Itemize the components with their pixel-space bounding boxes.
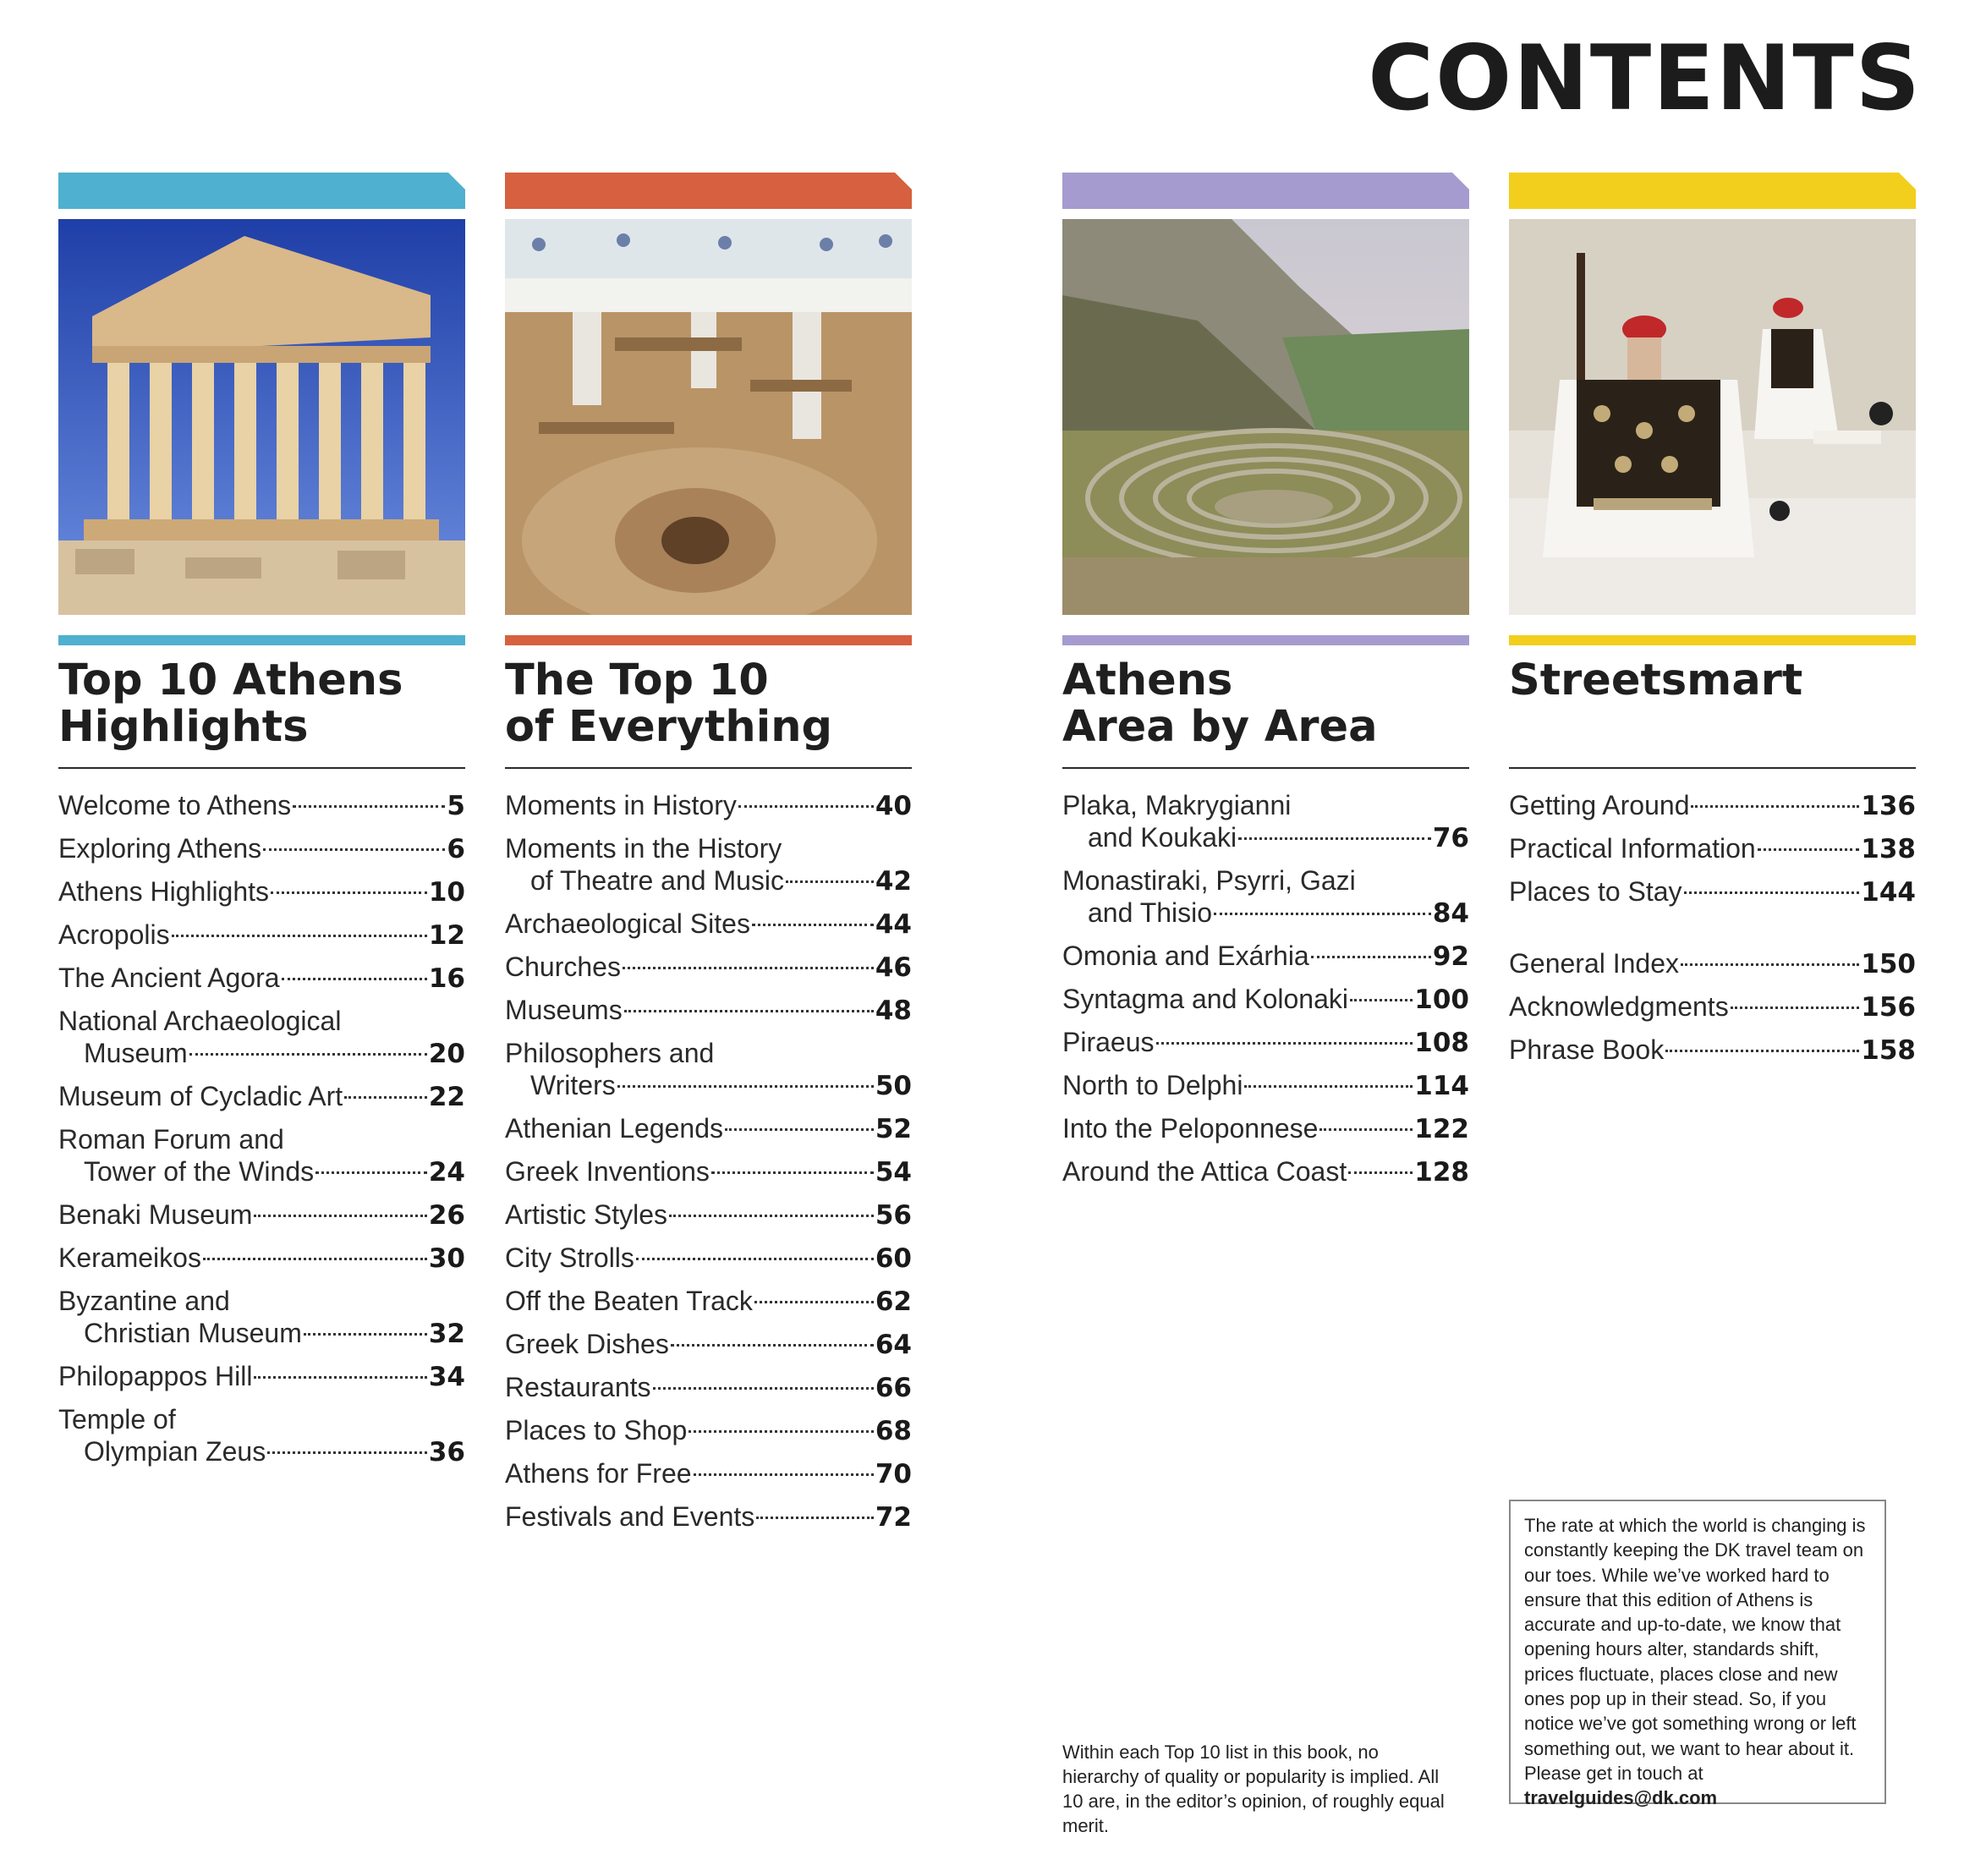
section-divider xyxy=(58,767,465,769)
toc-page-number: 42 xyxy=(875,866,912,897)
toc-entry-label: City Strolls xyxy=(505,1242,634,1273)
dot-leader xyxy=(293,805,445,808)
dot-leader xyxy=(786,880,874,883)
toc-page-number: 158 xyxy=(1861,1035,1916,1066)
toc-entry-label: Churches xyxy=(505,952,621,982)
section-color-tab xyxy=(1062,173,1469,209)
toc-entry-label: Getting Around xyxy=(1509,790,1690,820)
toc-page-number: 20 xyxy=(428,1039,465,1069)
toc-entry[interactable] xyxy=(505,832,912,897)
toc-entry-label: Olympian Zeus xyxy=(84,1436,266,1467)
toc-page-number: 22 xyxy=(428,1082,465,1112)
toc-entry[interactable] xyxy=(1509,947,1916,980)
toc-page-number: 150 xyxy=(1861,949,1916,979)
dot-leader xyxy=(669,1215,874,1217)
toc-page-number: 62 xyxy=(875,1286,912,1317)
toc-page-number: 68 xyxy=(875,1416,912,1446)
toc-entry-label: Athens Highlights xyxy=(58,876,270,907)
dot-leader xyxy=(315,1171,427,1174)
toc-entry-label: Christian Museum xyxy=(84,1318,302,1348)
toc-entry-label: Off the Beaten Track xyxy=(505,1286,753,1316)
dot-leader xyxy=(1214,913,1431,915)
toc-entry[interactable] xyxy=(58,1403,465,1468)
dot-leader xyxy=(344,1096,427,1099)
toc-page-number: 32 xyxy=(428,1319,465,1349)
toc-list xyxy=(58,789,465,1468)
museum-excavation-photo xyxy=(505,219,912,615)
dot-leader xyxy=(624,1010,874,1012)
toc-entry[interactable] xyxy=(58,1005,465,1070)
toc-entry-label: Archaeological Sites xyxy=(505,908,750,939)
parthenon-photo xyxy=(58,219,465,615)
toc-entry-label: Welcome to Athens xyxy=(58,790,292,820)
evzones-guards-photo xyxy=(1509,219,1916,615)
toc-entry-label: Places to Stay xyxy=(1509,876,1682,907)
toc-entry-label: Temple of xyxy=(58,1404,176,1434)
dot-leader xyxy=(1758,848,1860,851)
toc-page-number: 48 xyxy=(875,996,912,1026)
section-rule xyxy=(1509,635,1916,645)
toc-entry[interactable] xyxy=(1062,983,1469,1016)
toc-entry[interactable] xyxy=(505,1037,912,1102)
toc-entry[interactable] xyxy=(58,1360,465,1393)
toc-list xyxy=(505,789,912,1533)
toc-entry[interactable] xyxy=(505,789,912,822)
dot-leader xyxy=(267,1451,427,1454)
toc-entry-label: Phrase Book xyxy=(1509,1034,1665,1065)
toc-entry[interactable] xyxy=(505,908,912,941)
toc-page-number: 60 xyxy=(875,1243,912,1274)
dot-leader xyxy=(725,1128,874,1131)
toc-entry[interactable] xyxy=(1062,940,1469,973)
top10-hierarchy-note: Within each Top 10 list in this book, no hierarchy of quality or popularity is implied. All 10 are, in the editor’s opinion, of roughly equal merit. xyxy=(1062,1742,1445,1836)
toc-page-number: 10 xyxy=(428,877,465,908)
toc-entry[interactable] xyxy=(1062,1069,1469,1102)
dot-leader xyxy=(688,1430,874,1433)
toc-entry-label: Omonia and Exárhia xyxy=(1062,941,1309,971)
dot-leader xyxy=(1350,999,1413,1001)
toc-page-number: 12 xyxy=(428,920,465,951)
toc-page-number: 144 xyxy=(1861,877,1916,908)
section-color-tab xyxy=(1509,173,1916,209)
toc-entry[interactable] xyxy=(505,1414,912,1447)
toc-page-number: 30 xyxy=(428,1243,465,1274)
toc-entry-label: General Index xyxy=(1509,948,1680,979)
toc-entry[interactable] xyxy=(505,1112,912,1145)
toc-page-number: 16 xyxy=(428,963,465,994)
dot-leader xyxy=(1665,1050,1859,1052)
dot-leader xyxy=(263,848,445,851)
dot-leader xyxy=(694,1473,874,1476)
toc-entry[interactable] xyxy=(505,1457,912,1490)
toc-entry-label: Syntagma and Kolonaki xyxy=(1062,984,1348,1014)
toc-entry[interactable] xyxy=(1062,1026,1469,1059)
dot-leader xyxy=(1156,1042,1413,1045)
dot-leader xyxy=(1731,1007,1860,1009)
toc-page-number: 72 xyxy=(875,1502,912,1533)
dot-leader xyxy=(1238,837,1431,840)
toc-entry-label: The Ancient Agora xyxy=(58,963,280,993)
toc-page-number: 108 xyxy=(1414,1028,1469,1058)
toc-entry[interactable] xyxy=(58,1242,465,1275)
toc-entry-label: Tower of the Winds xyxy=(84,1156,315,1187)
toc-page-number: 66 xyxy=(875,1373,912,1403)
section-top10-highlights xyxy=(58,173,465,1478)
toc-page-number: 122 xyxy=(1414,1114,1469,1144)
dot-leader xyxy=(304,1333,427,1336)
toc-entry[interactable] xyxy=(58,875,465,908)
toc-entry[interactable] xyxy=(1509,875,1916,908)
toc-entry-label: Benaki Museum xyxy=(58,1199,253,1230)
dot-leader xyxy=(254,1376,426,1379)
section-streetsmart xyxy=(1509,173,1916,1077)
toc-list xyxy=(1509,789,1916,1067)
toc-entry[interactable] xyxy=(58,919,465,952)
toc-page-number: 76 xyxy=(1432,823,1469,853)
toc-page-number: 92 xyxy=(1432,941,1469,972)
dot-leader xyxy=(756,1517,874,1519)
toc-page-number: 40 xyxy=(875,791,912,821)
toc-entry[interactable] xyxy=(58,1199,465,1231)
section-rule xyxy=(1062,635,1469,645)
section-rule xyxy=(58,635,465,645)
dot-leader xyxy=(172,935,427,937)
toc-entry[interactable] xyxy=(58,1123,465,1188)
toc-entry[interactable] xyxy=(505,1242,912,1275)
dot-leader xyxy=(1684,891,1860,894)
toc-entry[interactable] xyxy=(1062,1112,1469,1145)
toc-entry-label: Byzantine and xyxy=(58,1286,230,1316)
feedback-notice-text: The rate at which the world is changing is constantly keeping the DK travel team on our toes. While we’ve worked hard to ensure that this edition of Athens is accurate and up-to-date, we know that opening hours alter, standards shift, prices fluctuate, places close and new ones pop up in their stead. So, if you notice we’ve got something wrong or left something out, we want to hear about it. Please get in touch at travelguides@dk.com xyxy=(1524,1515,1866,1809)
toc-page-number: 26 xyxy=(428,1200,465,1231)
toc-entry-label: Acknowledgments xyxy=(1509,991,1729,1022)
dot-leader xyxy=(752,924,874,926)
toc-entry[interactable] xyxy=(505,1328,912,1361)
dot-leader xyxy=(203,1258,427,1260)
dot-leader xyxy=(189,1053,427,1056)
dot-leader xyxy=(282,978,427,980)
toc-entry[interactable] xyxy=(1509,1034,1916,1067)
page-title: CONTENTS xyxy=(1368,26,1922,130)
section-color-tab xyxy=(505,173,912,209)
toc-entry-label: Plaka, Makrygianni xyxy=(1062,790,1292,820)
dot-leader xyxy=(271,891,427,894)
toc-entry[interactable] xyxy=(505,1285,912,1318)
dot-leader xyxy=(1311,956,1431,958)
dot-leader xyxy=(636,1258,874,1260)
toc-entry-label: Museum xyxy=(84,1038,188,1068)
feedback-notice-box xyxy=(1509,1500,1886,1809)
dot-leader xyxy=(711,1171,874,1174)
toc-page-number: 54 xyxy=(875,1157,912,1188)
section-color-tab xyxy=(58,173,465,209)
toc-entry-label: and Koukaki xyxy=(1088,822,1237,853)
toc-entry-label: Athenian Legends xyxy=(505,1113,723,1144)
toc-entry-label: National Archaeological xyxy=(58,1006,342,1036)
toc-entry[interactable] xyxy=(58,1285,465,1350)
toc-page-number: 5 xyxy=(447,791,465,821)
toc-page-number: 114 xyxy=(1414,1071,1469,1101)
toc-entry[interactable] xyxy=(58,832,465,865)
toc-page-number: 50 xyxy=(875,1071,912,1101)
section-title: Athens Area by Area xyxy=(1062,656,1378,752)
toc-page-number: 36 xyxy=(428,1437,465,1467)
toc-entry[interactable] xyxy=(1509,990,1916,1023)
dot-leader xyxy=(254,1215,426,1217)
section-title: Streetsmart xyxy=(1509,656,1803,705)
toc-entry-label: Moments in the History xyxy=(505,833,782,864)
toc-entry-label: Greek Dishes xyxy=(505,1329,669,1359)
toc-entry[interactable] xyxy=(1062,864,1469,930)
dot-leader xyxy=(1691,805,1859,808)
toc-entry-label: Museums xyxy=(505,995,623,1025)
toc-entry-label: Philopappos Hill xyxy=(58,1361,253,1391)
toc-entry-label: Moments in History xyxy=(505,790,737,820)
toc-page-number: 6 xyxy=(447,834,465,864)
toc-list xyxy=(1062,789,1469,1188)
section-top10-everything xyxy=(505,173,912,1544)
toc-entry-label: Museum of Cycladic Art xyxy=(58,1081,343,1111)
toc-entry-label: Into the Peloponnese xyxy=(1062,1113,1319,1144)
delphi-theatre-photo xyxy=(1062,219,1469,615)
section-divider xyxy=(1509,767,1916,769)
toc-entry-label: Athens for Free xyxy=(505,1458,692,1489)
toc-entry-label: Around the Attica Coast xyxy=(1062,1156,1347,1187)
toc-entry[interactable] xyxy=(505,1500,912,1533)
toc-page-number: 56 xyxy=(875,1200,912,1231)
toc-page-number: 70 xyxy=(875,1459,912,1489)
toc-entry-label: Piraeus xyxy=(1062,1027,1155,1057)
toc-page-number: 52 xyxy=(875,1114,912,1144)
toc-entry-label: Writers xyxy=(530,1070,616,1100)
dot-leader xyxy=(671,1344,874,1347)
dot-leader xyxy=(617,1085,874,1088)
toc-entry-label: Practical Information xyxy=(1509,833,1756,864)
toc-entry-label: North to Delphi xyxy=(1062,1070,1243,1100)
toc-page-number: 84 xyxy=(1432,898,1469,929)
dot-leader xyxy=(738,805,874,808)
toc-entry-label: Artistic Styles xyxy=(505,1199,668,1230)
toc-entry[interactable] xyxy=(1509,789,1916,822)
section-divider xyxy=(505,767,912,769)
toc-page-number: 46 xyxy=(875,952,912,983)
section-rule xyxy=(505,635,912,645)
toc-entry-label: Exploring Athens xyxy=(58,833,262,864)
section-title: Top 10 Athens Highlights xyxy=(58,656,403,752)
toc-entry[interactable] xyxy=(1062,1155,1469,1188)
toc-entry-label: Restaurants xyxy=(505,1372,651,1402)
toc-entry-label: Festivals and Events xyxy=(505,1501,755,1532)
toc-entry[interactable] xyxy=(505,1199,912,1231)
toc-entry-label: Roman Forum and xyxy=(58,1124,284,1155)
dot-leader xyxy=(754,1301,874,1303)
toc-entry[interactable] xyxy=(58,1080,465,1113)
toc-entry-label: Places to Shop xyxy=(505,1415,688,1445)
toc-entry[interactable] xyxy=(505,951,912,984)
dot-leader xyxy=(1319,1128,1413,1131)
toc-entry-label: and Thisio xyxy=(1088,897,1213,928)
dot-leader xyxy=(653,1387,874,1390)
toc-entry[interactable] xyxy=(505,994,912,1027)
dot-leader xyxy=(623,967,874,969)
dot-leader xyxy=(1244,1085,1413,1088)
toc-entry-label: Acropolis xyxy=(58,919,170,950)
toc-entry[interactable] xyxy=(505,1371,912,1404)
toc-page-number: 138 xyxy=(1861,834,1916,864)
toc-entry-label: Monastiraki, Psyrri, Gazi xyxy=(1062,865,1356,896)
toc-entry-label: Philosophers and xyxy=(505,1038,715,1068)
toc-page-number: 44 xyxy=(875,909,912,940)
toc-entry[interactable] xyxy=(1062,789,1469,854)
toc-page-number: 64 xyxy=(875,1330,912,1360)
toc-page-number: 136 xyxy=(1861,791,1916,821)
toc-entry[interactable] xyxy=(58,789,465,822)
toc-entry[interactable] xyxy=(1509,832,1916,865)
dot-leader xyxy=(1681,963,1859,966)
toc-entry-label: of Theatre and Music xyxy=(530,865,785,896)
toc-page-number: 100 xyxy=(1414,985,1469,1015)
toc-entry-label: Greek Inventions xyxy=(505,1156,710,1187)
toc-entry[interactable] xyxy=(505,1155,912,1188)
toc-page-number: 128 xyxy=(1414,1157,1469,1188)
dot-leader xyxy=(1348,1171,1413,1174)
toc-page-number: 34 xyxy=(428,1362,465,1392)
toc-page-number: 156 xyxy=(1861,992,1916,1023)
section-area-by-area xyxy=(1062,173,1469,1199)
section-title: The Top 10 of Everything xyxy=(505,656,833,752)
toc-entry[interactable] xyxy=(58,962,465,995)
contact-email[interactable]: travelguides@dk.com xyxy=(1524,1787,1718,1809)
section-divider xyxy=(1062,767,1469,769)
toc-page-number: 24 xyxy=(428,1157,465,1188)
toc-entry-label: Kerameikos xyxy=(58,1242,201,1273)
